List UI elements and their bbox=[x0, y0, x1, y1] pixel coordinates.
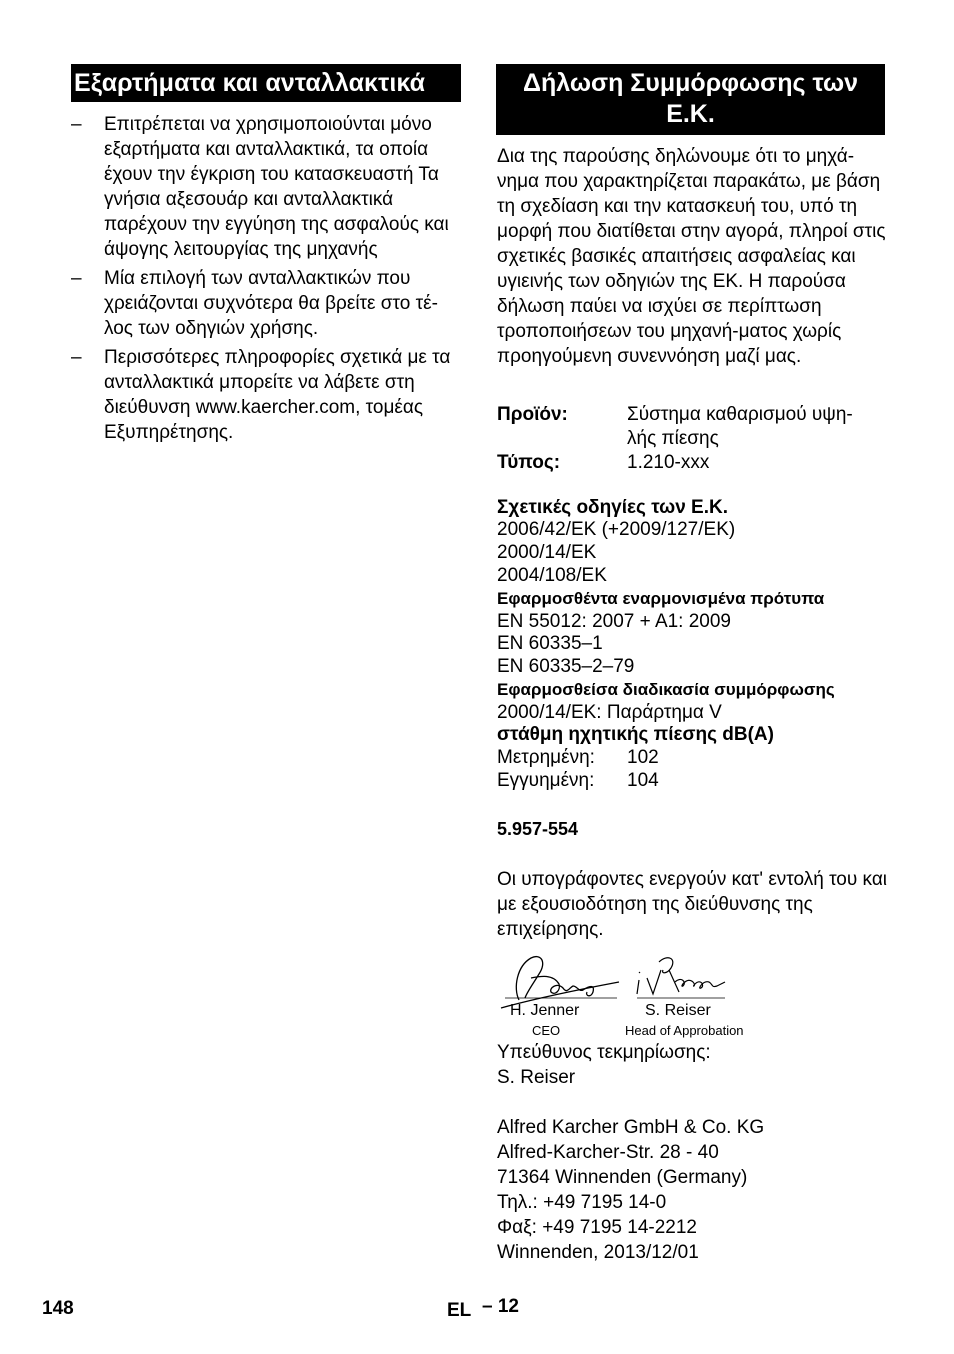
product-value-1: Σύστημα καθαρισμού υψη- bbox=[627, 404, 853, 425]
section-heading-declaration: Δήλωση Συμμόρφωσης των Ε.Κ. bbox=[496, 64, 885, 135]
type-row bbox=[497, 451, 710, 474]
signer-title-1: CEO bbox=[532, 1023, 561, 1038]
standards-heading: Εφαρμοσθέντα εναρμονισμένα πρότυπα bbox=[497, 589, 825, 608]
procedure-heading: Εφαρμοσθείσα διαδικασία συμμόρφωσης bbox=[497, 680, 835, 699]
address-line: Winnenden, 2013/12/01 bbox=[497, 1242, 699, 1263]
signatories-text: Οι υπογράφοντες ενεργούν κατ' εντολή του και με εξουσιοδότηση της διεύθυνσης της επιχείρησης. bbox=[497, 869, 888, 940]
list-item bbox=[71, 345, 463, 445]
address-line: Τηλ.: +49 7195 14-0 bbox=[497, 1192, 667, 1213]
address-line: 71364 Winnenden (Germany) bbox=[497, 1167, 748, 1188]
list-dash: – bbox=[71, 268, 82, 289]
signer-name-1: H. Jenner bbox=[510, 1002, 580, 1019]
signature-reiser bbox=[637, 958, 725, 994]
measured-row bbox=[497, 746, 659, 769]
language-code: EL bbox=[447, 1300, 472, 1321]
sub-page-number: – 12 bbox=[482, 1296, 519, 1317]
signer-title-2: Head of Approbation bbox=[625, 1023, 744, 1038]
guaranteed-value: 104 bbox=[627, 770, 659, 791]
product-value-2: λής πίεσης bbox=[627, 428, 719, 449]
product-row bbox=[497, 403, 853, 426]
list-item bbox=[71, 112, 463, 262]
signer-name-2: S. Reiser bbox=[645, 1002, 711, 1019]
directive-item: 2004/108/ΕΚ bbox=[497, 565, 607, 586]
list-item-text: Επιτρέπεται να χρησιμοποιούνται μόνο εξαρτήματα και ανταλλακτικά, τα οποία έχουν την έγκριση του κατασκευαστή Τα γνήσια αξεσουάρ και ανταλλακτικά παρέχουν την εγγύηση της ασφαλούς και άψογης λειτουργίας της μηχανής bbox=[104, 114, 449, 260]
standard-item: EN 60335–2–79 bbox=[497, 656, 635, 677]
list-dash: – bbox=[71, 347, 82, 368]
address-line: Φαξ: +49 7195 14-2212 bbox=[497, 1217, 697, 1238]
list-item-text: Περισσότερες πληροφορίες σχετικά με τα ανταλλακτικά μπορείτε να λάβετε στη διεύθυνση www.kaercher.com, τομέας Εξυπηρέτησης. bbox=[104, 347, 451, 443]
declaration-intro: Δια της παρούσης δηλώνουμε ότι το μηχά-νημα που χαρακτηρίζεται παρακάτω, με βάση τη σχεδίαση και την κατασκευή του, υπό τη μορφή που διατίθεται στην αγορά, πληροί στις σχετικές βασικές απαιτήσεις ασφαλείας και υγιεινής των οδηγιών της ΕΚ. Η παρούσα δήλωση παύει να ισχύει σε περίπτωση τροποποιήσεων του μηχανή-ματος χωρίς προηγούμενη συνεννόηση μαζί μας. bbox=[497, 146, 886, 367]
section-heading-accessories: Εξαρτήματα και ανταλλακτικά bbox=[71, 64, 461, 102]
directives-heading: Σχετικές οδηγίες των Ε.Κ. bbox=[497, 497, 728, 518]
standard-item: EN 55012: 2007 + A1: 2009 bbox=[497, 611, 732, 632]
documentation-responsible-label: Υπεύθυνος τεκμηρίωσης: bbox=[497, 1042, 711, 1063]
list-dash: – bbox=[71, 114, 82, 135]
noise-heading: στάθμη ηχητικής πίεσης dB(A) bbox=[497, 724, 774, 745]
guaranteed-label: Εγγυημένη: bbox=[497, 770, 595, 791]
documentation-responsible-name: S. Reiser bbox=[497, 1067, 576, 1088]
measured-value: 102 bbox=[627, 747, 659, 768]
measured-label: Μετρημένη: bbox=[497, 747, 595, 768]
product-label: Προϊόν: bbox=[497, 404, 568, 425]
list-item bbox=[71, 266, 463, 341]
document-number: 5.957-554 bbox=[497, 819, 579, 839]
standard-item: EN 60335–1 bbox=[497, 633, 603, 654]
type-value: 1.210-xxx bbox=[627, 452, 710, 473]
page-number: 148 bbox=[42, 1298, 74, 1319]
procedure-value: 2000/14/ΕΚ: Παράρτημα V bbox=[497, 702, 722, 723]
address-line: Alfred-Karcher-Str. 28 - 40 bbox=[497, 1142, 719, 1163]
accessories-list bbox=[71, 112, 463, 449]
directive-item: 2000/14/ΕΚ bbox=[497, 542, 597, 563]
type-label: Τύπος: bbox=[497, 452, 561, 473]
guaranteed-row bbox=[497, 769, 659, 792]
list-item-text: Μία επιλογή των ανταλλακτικών που χρειάζονται συχνότερα θα βρείτε στο τέ-λος των οδηγιών χρήσης. bbox=[104, 268, 438, 339]
directive-item: 2006/42/ΕΚ (+2009/127/ΕΚ) bbox=[497, 519, 736, 540]
address-line: Alfred Karcher GmbH & Co. KG bbox=[497, 1117, 765, 1138]
